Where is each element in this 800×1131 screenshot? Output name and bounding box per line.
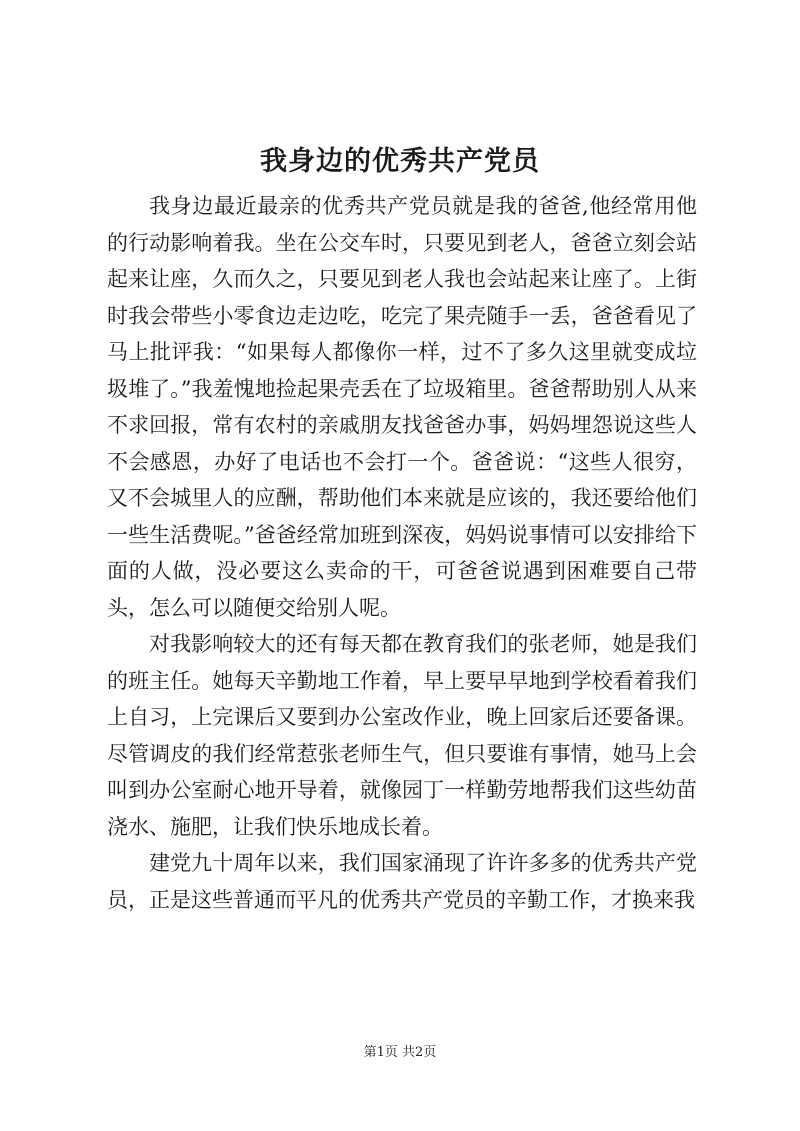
- document-title: 我身边的优秀共产党员: [260, 146, 540, 177]
- page-footer: 第1页 共2页: [363, 1045, 437, 1060]
- paragraph-2: 对我影响较大的还有每天都在教育我们的张老师，她是我们的班主任。她每天辛勤地工作着，早上要早早地到学校看着我们上自习，上完课后又要到办公室改作业，晚上回家后还要备课。尽管调皮的我们经常惹张老师生气，但只要谁有事情，她马上会叫到办公室耐心地开导着，就像园丁一样勤劳地帮我们这些幼苗浇水、施肥，让我们快乐地成长着。: [107, 632, 697, 839]
- paragraph-3: 建党九十周年以来，我们国家涌现了许许多多的优秀共产党员，正是这些普通而平凡的优秀共产党员的辛勤工作，才换来我: [107, 851, 697, 912]
- document-body: [107, 188, 697, 918]
- paragraph-1: 我身边最近最亲的优秀共产党员就是我的爸爸,他经常用他的行动影响着我。坐在公交车时，只要见到老人，爸爸立刻会站起来让座，久而久之，只要见到老人我也会站起来让座了。上街时我会带些小零食边走边吃，吃完了果壳随手一丢，爸爸看见了马上批评我：“如果每人都像你一样，过不了多久这里就变成垃圾堆了。”我羞愧地捡起果壳丢在了垃圾箱里。爸爸帮助别人从来不求回报，常有农村的亲戚朋友找爸爸办事，妈妈埋怨说这些人不会感恩，办好了电话也不会打一个。爸爸说：“这些人很穷，又不会城里人的应酬，帮助他们本来就是应该的，我还要给他们一些生活费呢。”爸爸经常加班到深夜，妈妈说事情可以安排给下面的人做，没必要这么卖命的干，可爸爸说遇到困难要自己带头，怎么可以随便交给别人呢。: [107, 194, 697, 620]
